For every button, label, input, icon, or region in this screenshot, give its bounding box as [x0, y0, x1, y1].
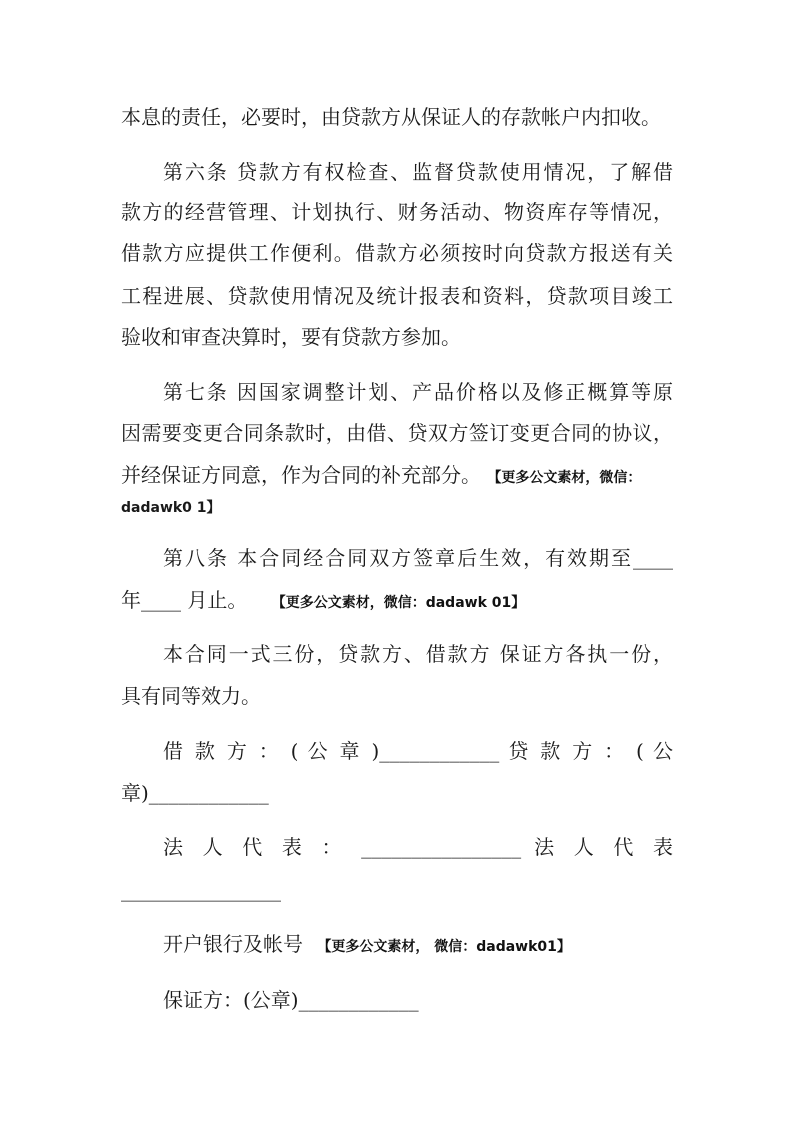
signature-line: ________________ — [121, 878, 281, 902]
bank-account-line — [163, 930, 673, 961]
signature-line: 章)____________ — [121, 781, 269, 805]
copies-clause-line: 本合同一式三份，贷款方、借款方 保证方各执一份， — [163, 642, 673, 666]
borrower-lender-signature-line: 借 款 方 ： ( 公 章 )____________ 贷 款 方 ： ( 公 — [163, 739, 673, 763]
article-6-heading-line: 第六条 贷款方有权检查、监督贷款使用情况，了解借 — [163, 160, 673, 184]
bank-account-label: 开户银行及帐号 — [163, 932, 303, 956]
promo-note: 【更多公文素材， 微信：dadawk01】 — [317, 939, 571, 955]
paragraph-line: 借款方应提供工作便利。借款方必须按时向贷款方报送有关 — [121, 241, 673, 265]
promo-note-continued: dadawk0 1】 — [121, 500, 221, 516]
paragraph-line: 验收和审查决算时，要有贷款方参加。 — [121, 325, 461, 349]
paragraph-line: 本息的责任，必要时，由贷款方从保证人的存款帐户内扣收。 — [121, 105, 661, 129]
paragraph-line: 工程进展、贷款使用情况及统计报表和资料，贷款项目竣工 — [121, 284, 673, 308]
promo-note: 【更多公文素材，微信：dadawk 01】 — [271, 595, 526, 611]
paragraph-line: 款方的经营管理、计划执行、财务活动、物资库存等情况， — [121, 200, 673, 224]
paragraph-line — [121, 461, 673, 492]
paragraph-text: 年____ 月止。 — [121, 588, 248, 612]
paragraph-line: 具有同等效力。 — [121, 684, 261, 708]
legal-representative-line: 法 人 代 表 ： ________________ 法 人 代 表 — [163, 835, 673, 859]
article-8-heading-line: 第八条 本合同经合同双方签章后生效，有效期至____ — [163, 546, 673, 570]
paragraph-line: 因需要变更合同条款时，由借、贷双方签订变更合同的协议， — [121, 421, 673, 445]
promo-note: 【更多公文素材，微信： — [487, 470, 642, 486]
paragraph-text: 并经保证方同意，作为合同的补充部分。 — [121, 463, 481, 487]
article-7-heading-line: 第七条 因国家调整计划、产品价格以及修正概算等原 — [163, 380, 673, 404]
guarantor-signature-line: 保证方：(公章)____________ — [163, 988, 419, 1012]
paragraph-line — [121, 586, 673, 617]
